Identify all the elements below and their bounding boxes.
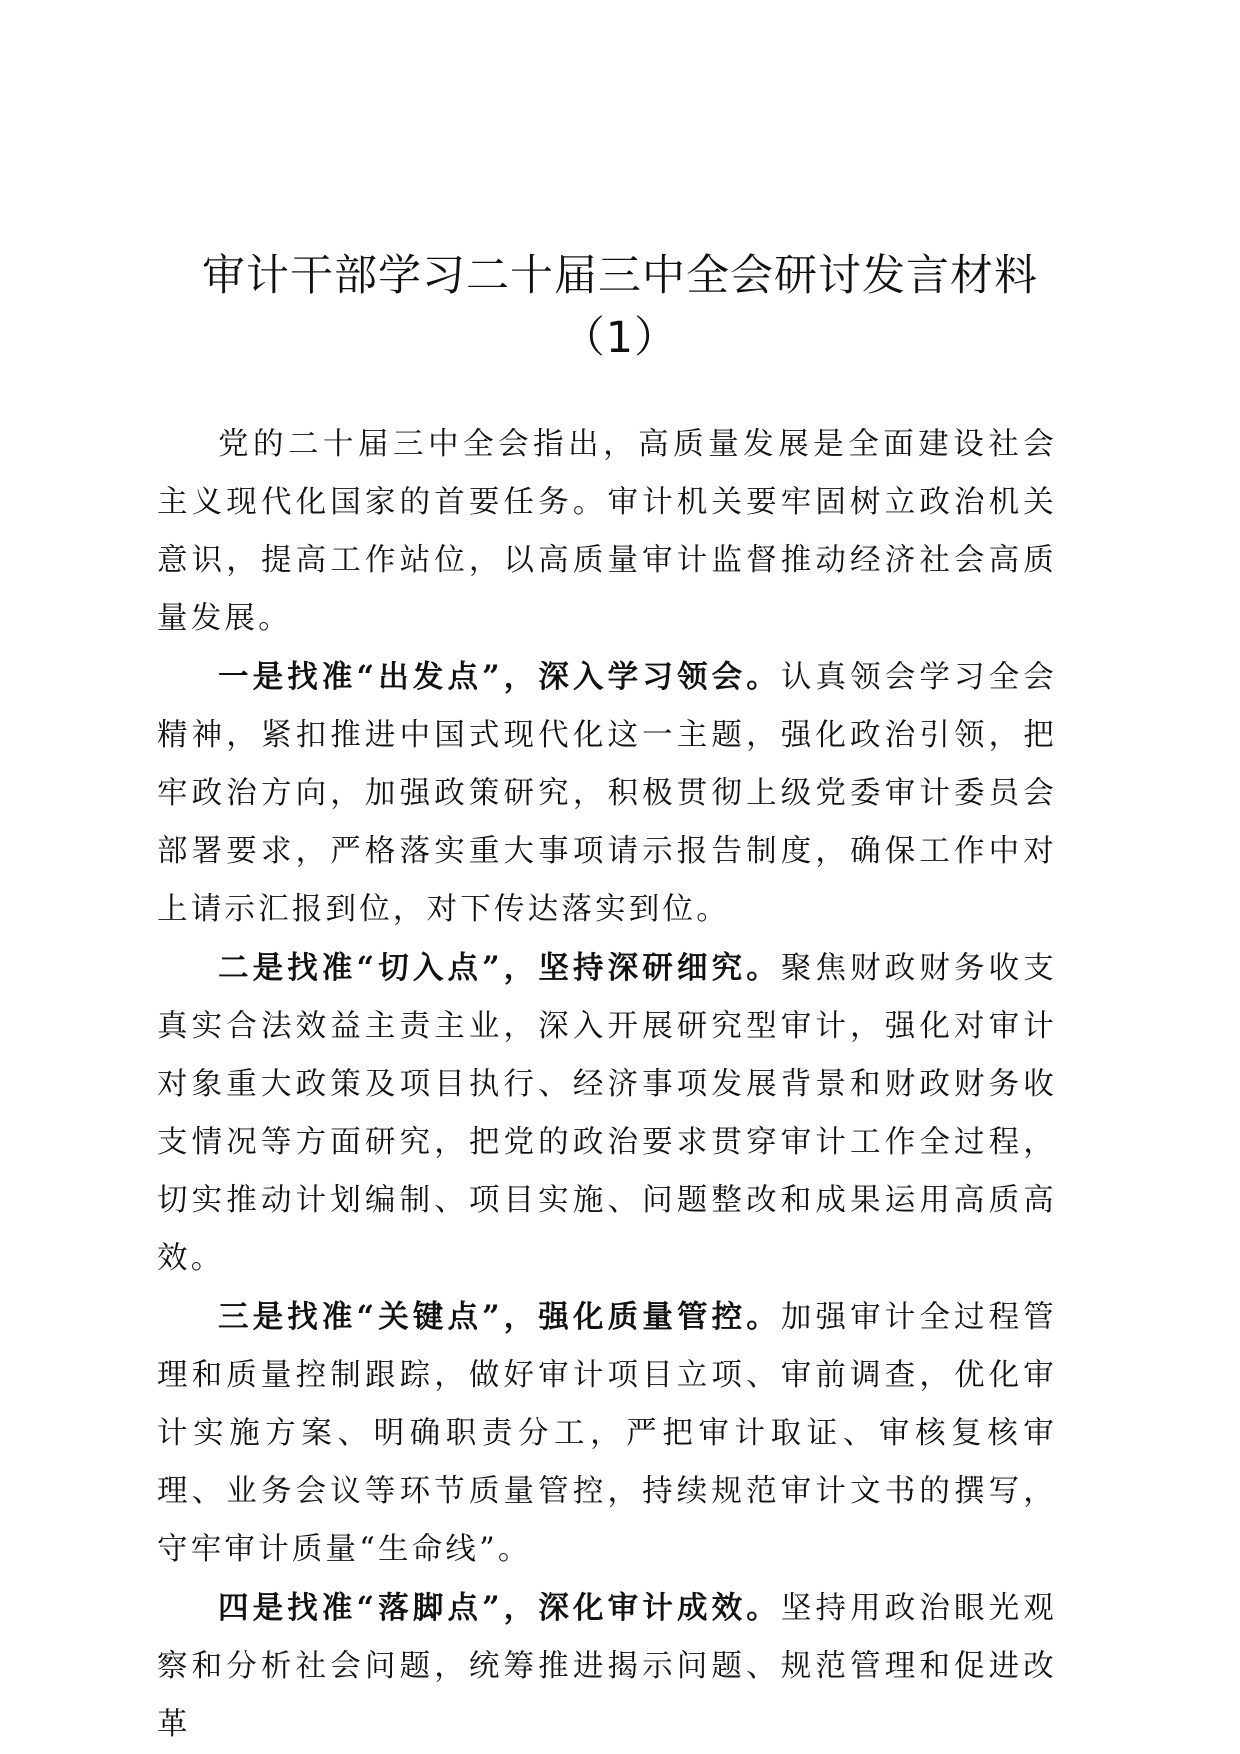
paragraph-point-3	[157, 1288, 1057, 1579]
paragraph-text: 聚焦财政财务收支真实合法效益主责主业，深入开展研究型审计，强化对审计对象重大政策及项目执行、经济事项发展背景和财政财务收支情况等方面研究，把党的政治要求贯穿审计工作全过程，切实推动计划编制、项目实施、问题整改和成果运用高质高效。	[157, 951, 1057, 1276]
paragraph-text: 坚持用政治眼光观察和分析社会问题，统筹推进揭示问题、规范管理和促进改革	[157, 1591, 1057, 1742]
paragraph-point-2	[157, 939, 1057, 1288]
paragraph-text: 认真领会学习全会精神，紧扣推进中国式现代化这一主题，强化政治引领，把牢政治方向，加强政策研究，积极贯彻上级党委审计委员会部署要求，严格落实重大事项请示报告制度，确保工作中对上请示汇报到位，对下传达落实到位。	[157, 660, 1057, 927]
document-body	[157, 415, 1057, 1754]
document-title	[140, 245, 1100, 369]
paragraph-lead: 四是找准“落脚点”，深化审计成效。	[218, 1590, 781, 1626]
paragraph-lead: 二是找准“切入点”，坚持深研细究。	[218, 950, 781, 986]
paragraph-text: 加强审计全过程管理和质量控制跟踪，做好审计项目立项、审前调查，优化审计实施方案、明确职责分工，严把审计取证、审核复核审理、业务会议等环节质量管控，持续规范审计文书的撰写，守牢审计质量“生命线”。	[157, 1300, 1057, 1567]
paragraph-text: 党的二十届三中全会指出，高质量发展是全面建设社会主义现代化国家的首要任务。审计机关要牢固树立政治机关意识，提高工作站位，以高质量审计监督推动经济社会高质量发展。	[157, 427, 1057, 636]
title-line-2: （1）	[561, 313, 679, 363]
paragraph-lead: 三是找准“关键点”，强化质量管控。	[218, 1299, 781, 1335]
paragraph-point-4	[157, 1579, 1057, 1754]
paragraph-point-1	[157, 648, 1057, 939]
paragraph-lead: 一是找准“出发点”，深入学习领会。	[218, 659, 781, 695]
title-line-1: 审计干部学习二十届三中全会研讨发言材料	[202, 251, 1038, 301]
paragraph-intro	[157, 415, 1057, 648]
